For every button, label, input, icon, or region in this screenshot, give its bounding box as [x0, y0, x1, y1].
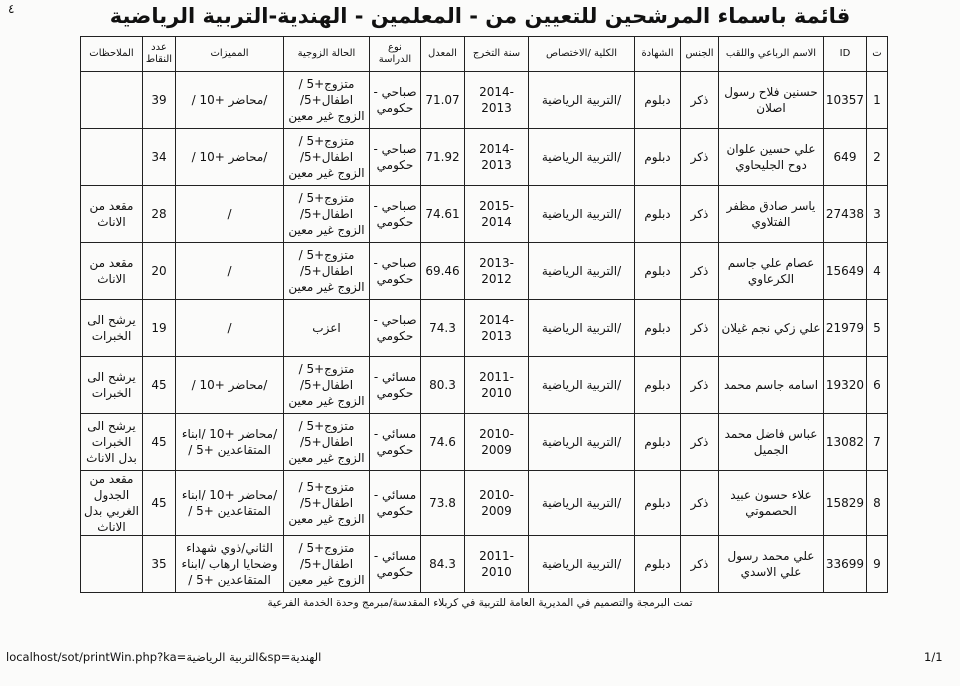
- cell-notes: مقعد من الاناث: [81, 243, 143, 300]
- cell-certificate: دبلوم: [635, 414, 681, 471]
- cell-marital-status: متزوج+5 / اطفال+5/ الزوج غير معين: [284, 414, 370, 471]
- cell-certificate: دبلوم: [635, 300, 681, 357]
- cell-id: 21979: [824, 300, 867, 357]
- page-title: قائمة باسماء المرشحين للتعيين من - المعلمين - الهندية-التربية الرياضية: [109, 4, 851, 28]
- cell-points: 45: [143, 471, 176, 536]
- cell-points: 45: [143, 414, 176, 471]
- cell-id: 27438: [824, 186, 867, 243]
- cell-notes: مقعد من الاناث: [81, 186, 143, 243]
- cell-seq: 4: [867, 243, 888, 300]
- cell-college: /التربية الرياضية: [529, 72, 635, 129]
- table-row: [81, 186, 888, 243]
- cell-points: 35: [143, 536, 176, 593]
- cell-certificate: دبلوم: [635, 357, 681, 414]
- cell-features: /محاضر +10 /: [176, 357, 284, 414]
- cell-graduation-year: 2011-2010: [465, 536, 529, 593]
- header-graduation-year: سنة التخرج: [465, 37, 529, 72]
- cell-seq: 1: [867, 72, 888, 129]
- cell-gpa: 71.07: [421, 72, 465, 129]
- cell-name: علي حسين علوان دوح الجليحاوي: [719, 129, 824, 186]
- cell-seq: 5: [867, 300, 888, 357]
- cell-name: علي زكي نجم غيلان: [719, 300, 824, 357]
- cell-certificate: دبلوم: [635, 129, 681, 186]
- cell-notes: يرشح الى الخبرات: [81, 300, 143, 357]
- header-certificate: الشهادة: [635, 37, 681, 72]
- cell-gpa: 73.8: [421, 471, 465, 536]
- cell-gpa: 84.3: [421, 536, 465, 593]
- cell-marital-status: متزوج+5 / اطفال+5/ الزوج غير معين: [284, 536, 370, 593]
- cell-seq: 8: [867, 471, 888, 536]
- cell-features: الثاني/ذوي شهداء وضحايا ارهاب /ابناء المتقاعدين +5 /: [176, 536, 284, 593]
- cell-graduation-year: 2010-2009: [465, 471, 529, 536]
- cell-id: 10357: [824, 72, 867, 129]
- cell-marital-status: اعزب: [284, 300, 370, 357]
- cell-marital-status: متزوج+5 / اطفال+5/ الزوج غير معين: [284, 72, 370, 129]
- cell-points: 39: [143, 72, 176, 129]
- cell-certificate: دبلوم: [635, 536, 681, 593]
- cell-graduation-year: 2010-2009: [465, 414, 529, 471]
- cell-study-type: مسائي - حكومي: [370, 414, 421, 471]
- cell-graduation-year: 2014-2013: [465, 72, 529, 129]
- cell-points: 19: [143, 300, 176, 357]
- cell-college: /التربية الرياضية: [529, 300, 635, 357]
- cell-gender: ذكر: [681, 72, 719, 129]
- cell-study-type: مسائي - حكومي: [370, 536, 421, 593]
- cell-college: /التربية الرياضية: [529, 243, 635, 300]
- cell-id: 15829: [824, 471, 867, 536]
- cell-features: /محاضر +10 /ابناء المتقاعدين +5 /: [176, 414, 284, 471]
- cell-marital-status: متزوج+5 / اطفال+5/ الزوج غير معين: [284, 243, 370, 300]
- cell-id: 33699: [824, 536, 867, 593]
- cell-graduation-year: 2015-2014: [465, 186, 529, 243]
- cell-notes: يرشح الى الخبرات بدل الاناث: [81, 414, 143, 471]
- cell-gpa: 71.92: [421, 129, 465, 186]
- cell-seq: 7: [867, 414, 888, 471]
- cell-certificate: دبلوم: [635, 471, 681, 536]
- table-row: [81, 300, 888, 357]
- cell-gender: ذكر: [681, 414, 719, 471]
- header-college: الكلية /الاختصاص: [529, 37, 635, 72]
- cell-certificate: دبلوم: [635, 243, 681, 300]
- cell-gpa: 80.3: [421, 357, 465, 414]
- header-marital-status: الحالة الزوجية: [284, 37, 370, 72]
- cell-id: 649: [824, 129, 867, 186]
- header-points: عدد النقاط: [143, 37, 176, 72]
- cell-gender: ذكر: [681, 243, 719, 300]
- header-name: الاسم الرباعي واللقب: [719, 37, 824, 72]
- cell-points: 45: [143, 357, 176, 414]
- cell-college: /التربية الرياضية: [529, 357, 635, 414]
- cell-gpa: 74.6: [421, 414, 465, 471]
- cell-seq: 3: [867, 186, 888, 243]
- cell-study-type: صباحي - حكومي: [370, 243, 421, 300]
- cell-seq: 6: [867, 357, 888, 414]
- cell-study-type: صباحي - حكومي: [370, 129, 421, 186]
- table-row: [81, 536, 888, 593]
- header-gpa: المعدل: [421, 37, 465, 72]
- cell-seq: 2: [867, 129, 888, 186]
- cell-college: /التربية الرياضية: [529, 536, 635, 593]
- header-study-type: نوع الدراسة: [370, 37, 421, 72]
- footer-credit: تمت البرمجة والتصميم في المديرية العامة للتربية في كربلاء المقدسة/مبرمج وحدة الخدمة الفرعية: [267, 597, 693, 609]
- cell-notes: [81, 129, 143, 186]
- page-url: localhost/sot/printWin.php?ka=التربية الرياضية&sp=الهندية: [6, 650, 322, 664]
- cell-features: /محاضر +10 /ابناء المتقاعدين +5 /: [176, 471, 284, 536]
- cell-gender: ذكر: [681, 471, 719, 536]
- cell-gender: ذكر: [681, 536, 719, 593]
- cell-features: /: [176, 243, 284, 300]
- cell-notes: [81, 72, 143, 129]
- cell-points: 20: [143, 243, 176, 300]
- cell-name: علي محمد رسول علي الاسدي: [719, 536, 824, 593]
- cell-name: ياسر صادق مظفر الفتلاوي: [719, 186, 824, 243]
- cell-name: علاء حسون عبيد الحصموتي: [719, 471, 824, 536]
- cell-graduation-year: 2013-2012: [465, 243, 529, 300]
- cell-graduation-year: 2014-2013: [465, 300, 529, 357]
- candidates-table: [80, 36, 888, 593]
- cell-name: حسنين فلاح رسول اصلان: [719, 72, 824, 129]
- table-row: [81, 129, 888, 186]
- cell-certificate: دبلوم: [635, 186, 681, 243]
- cell-id: 19320: [824, 357, 867, 414]
- table-row: [81, 414, 888, 471]
- cell-certificate: دبلوم: [635, 72, 681, 129]
- cell-features: /محاضر +10 /: [176, 72, 284, 129]
- cell-name: عصام علي جاسم الكرعاوي: [719, 243, 824, 300]
- cell-features: /محاضر +10 /: [176, 129, 284, 186]
- cell-gender: ذكر: [681, 300, 719, 357]
- table-row: [81, 471, 888, 536]
- cell-study-type: صباحي - حكومي: [370, 300, 421, 357]
- cell-points: 34: [143, 129, 176, 186]
- cell-college: /التربية الرياضية: [529, 414, 635, 471]
- cell-notes: مقعد من الجدول الغربي بدل الاناث: [81, 471, 143, 536]
- cell-notes: [81, 536, 143, 593]
- cell-study-type: صباحي - حكومي: [370, 72, 421, 129]
- cell-gender: ذكر: [681, 129, 719, 186]
- cell-college: /التربية الرياضية: [529, 186, 635, 243]
- cell-gpa: 74.3: [421, 300, 465, 357]
- header-id: ID: [824, 37, 867, 72]
- cell-college: /التربية الرياضية: [529, 471, 635, 536]
- table-row: [81, 357, 888, 414]
- cell-college: /التربية الرياضية: [529, 129, 635, 186]
- cell-gender: ذكر: [681, 186, 719, 243]
- page-count: 1/1: [924, 650, 943, 664]
- cell-notes: يرشح الى الخبرات: [81, 357, 143, 414]
- cell-study-type: مسائي - حكومي: [370, 357, 421, 414]
- cell-marital-status: متزوج+5 / اطفال+5/ الزوج غير معين: [284, 186, 370, 243]
- header-features: المميزات: [176, 37, 284, 72]
- cell-points: 28: [143, 186, 176, 243]
- cell-gpa: 69.46: [421, 243, 465, 300]
- cell-study-type: مسائي - حكومي: [370, 471, 421, 536]
- cell-gender: ذكر: [681, 357, 719, 414]
- cell-id: 13082: [824, 414, 867, 471]
- table-row: [81, 243, 888, 300]
- cell-study-type: صباحي - حكومي: [370, 186, 421, 243]
- cell-features: /: [176, 300, 284, 357]
- header-gender: الجنس: [681, 37, 719, 72]
- corner-mark: ٤: [8, 2, 15, 16]
- cell-seq: 9: [867, 536, 888, 593]
- cell-gpa: 74.61: [421, 186, 465, 243]
- table-row: [81, 72, 888, 129]
- cell-graduation-year: 2014-2013: [465, 129, 529, 186]
- cell-name: اسامه جاسم محمد: [719, 357, 824, 414]
- cell-features: /: [176, 186, 284, 243]
- header-notes: الملاحظات: [81, 37, 143, 72]
- cell-marital-status: متزوج+5 / اطفال+5/ الزوج غير معين: [284, 471, 370, 536]
- cell-name: عباس فاضل محمد الجميل: [719, 414, 824, 471]
- table-header-row: [81, 37, 888, 72]
- cell-marital-status: متزوج+5 / اطفال+5/ الزوج غير معين: [284, 129, 370, 186]
- cell-marital-status: متزوج+5 / اطفال+5/ الزوج غير معين: [284, 357, 370, 414]
- header-seq: ت: [867, 37, 888, 72]
- cell-graduation-year: 2011-2010: [465, 357, 529, 414]
- cell-id: 15649: [824, 243, 867, 300]
